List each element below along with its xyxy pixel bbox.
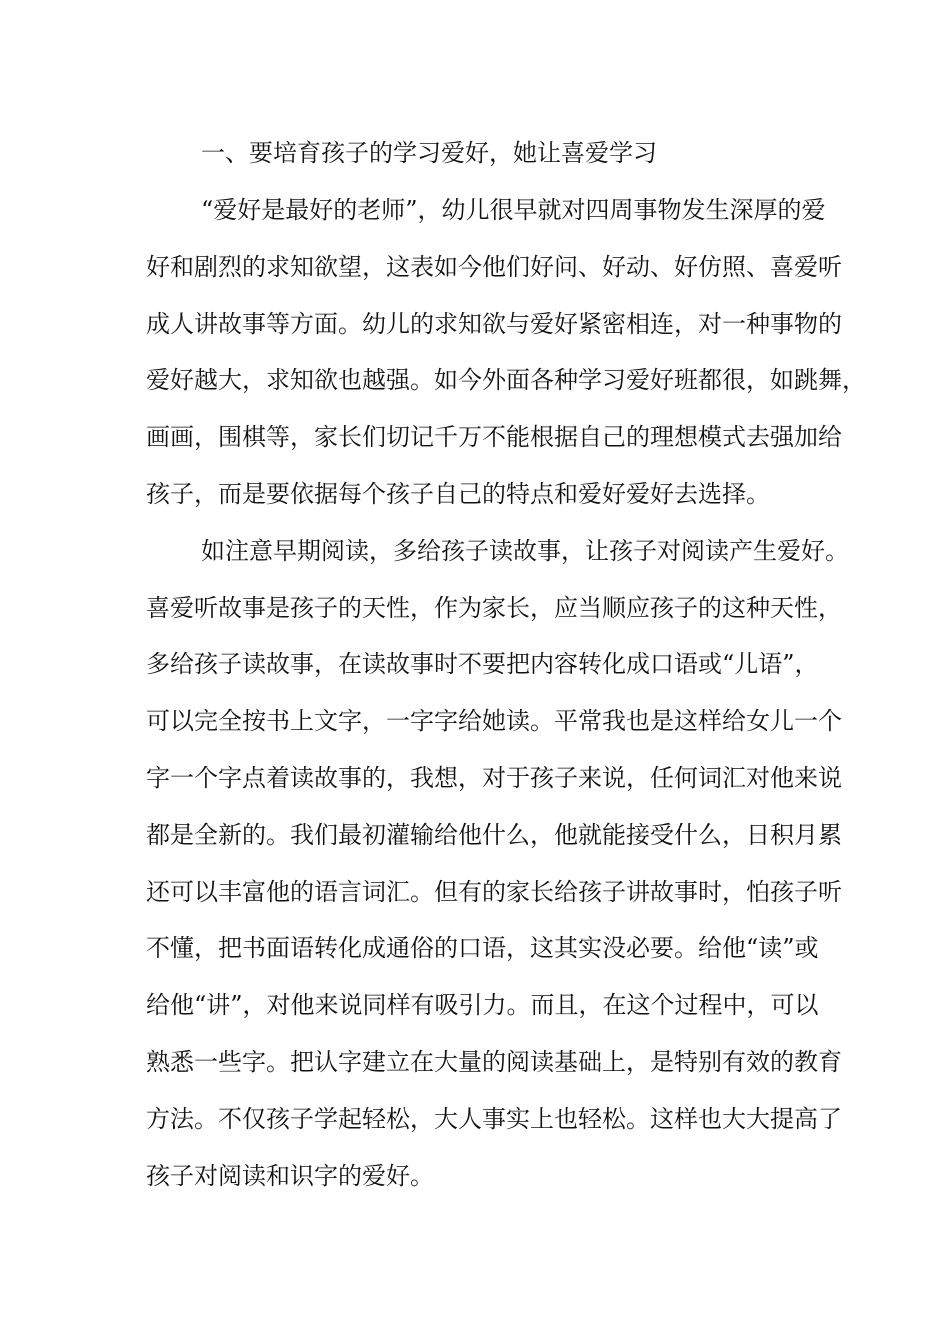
paragraph-2-line-9: 给他“讲”，对他来说同样有吸引力。而且，在这个过程中，可以 [146, 991, 819, 1020]
paragraph-1-line-2: 好和剧烈的求知欲望，这表如今他们好问、好动、好仿照、喜爱听 [146, 252, 842, 281]
document-body [146, 124, 866, 1204]
paragraph-1-line-5: 画画，围棋等，家长们切记千万不能根据自己的理想模式去强加给 [146, 423, 842, 452]
paragraph-2-line-3: 多给孩子读故事，在读故事时不要把内容转化成口语或“儿语”， [146, 650, 819, 679]
paragraph-1-line-3: 成人讲故事等方面。幼儿的求知欲与爱好紧密相连，对一种事物的 [146, 309, 842, 338]
paragraph-2-line-10: 熟悉一些字。把认字建立在大量的阅读基础上，是特别有效的教育 [146, 1047, 842, 1076]
paragraph-1-line-6: 孩子，而是要依据每个孩子自己的特点和爱好爱好去选择。 [146, 479, 770, 508]
paragraph-2-line-1: 如注意早期阅读，多给孩子读故事，让孩子对阅读产生爱好。 [201, 536, 849, 565]
paragraph-2 [146, 523, 849, 1205]
paragraph-2-line-6: 都是全新的。我们最初灌输给他什么，他就能接受什么，日积月累 [146, 820, 842, 849]
paragraph-2-line-2: 喜爱听故事是孩子的天性，作为家长，应当顺应孩子的这种天性， [146, 593, 842, 622]
paragraph-2-line-8: 不懂，把书面语转化成通俗的口语，这其实没必要。给他“读”或 [146, 934, 819, 963]
paragraph-2-line-5: 字一个字点着读故事的，我想，对于孩子来说，任何词汇对他来说 [146, 763, 842, 792]
paragraph-1-line-4: 爱好越大，求知欲也越强。如今外面各种学习爱好班都很，如跳舞， [146, 366, 866, 395]
section-heading: 一、要培育孩子的学习爱好，她让喜爱学习 [201, 139, 657, 167]
paragraph-1 [146, 182, 866, 523]
paragraph-1-line-1: “爱好是最好的老师”，幼儿很早就对四周事物发生深厚的爱 [201, 196, 826, 224]
paragraph-2-line-12: 孩子对阅读和识字的爱好。 [146, 1161, 434, 1190]
paragraph-2-line-7: 还可以丰富他的语言词汇。但有的家长给孩子讲故事时，怕孩子听 [146, 877, 842, 906]
paragraph-2-line-11: 方法。不仅孩子学起轻松，大人事实上也轻松。这样也大大提高了 [146, 1104, 842, 1133]
paragraph-2-line-4: 可以完全按书上文字，一字字给她读。平常我也是这样给女儿一个 [146, 707, 842, 736]
